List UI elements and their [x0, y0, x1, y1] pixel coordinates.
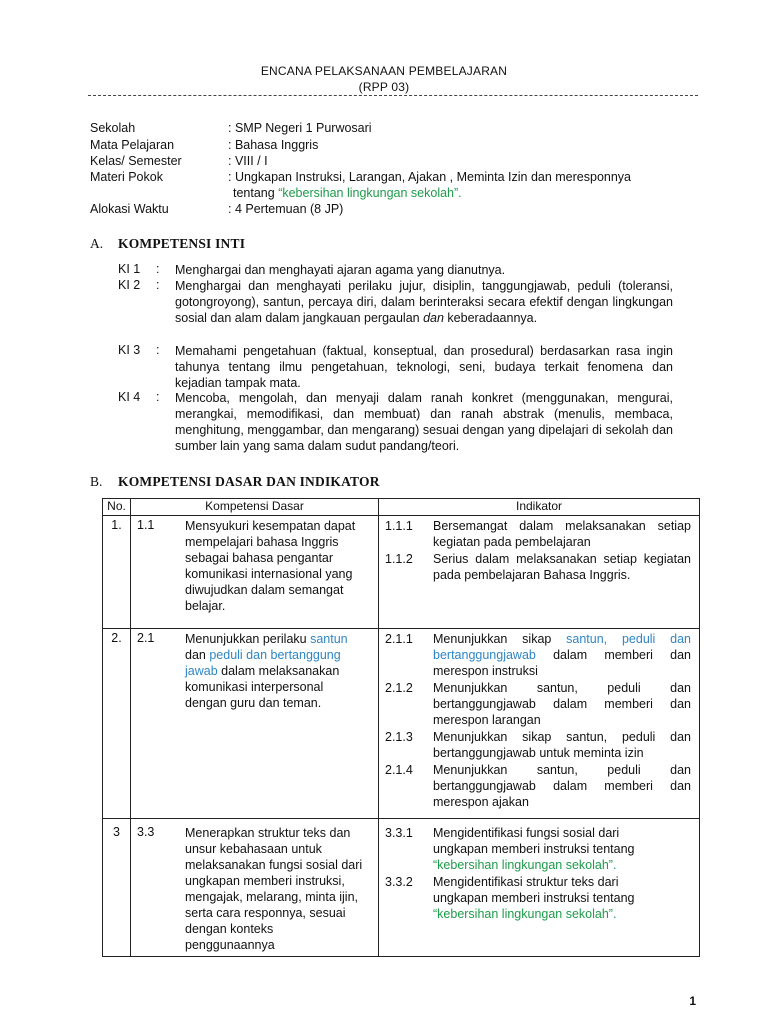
sekolah-value: : SMP Negeri 1 Purwosari	[228, 121, 372, 135]
indicator-item	[379, 631, 699, 679]
kd-text: Mensyukuri kesempatan dapat mempelajari bahasa Inggris sebagai bahasa pengantar komunikasi internasional yang diwujudkan dalam semangat belajar.	[185, 519, 356, 613]
mapel-label: Mata Pelajaran	[90, 138, 175, 152]
indicator-code: 2.1.1	[385, 632, 413, 646]
document-title: ENCANA PELAKSANAAN PEMBELAJARAN	[260, 64, 508, 78]
ki3-text: Memahami pengetahuan (faktual, konseptual, dan prosedural) berdasarkan rasa ingin tahunya tentang ilmu pengetahuan, teknologi, seni, budaya terkait fenomena dan kejadian tampak mata.	[175, 344, 673, 390]
indicator-item	[379, 518, 699, 550]
kd-cell	[131, 819, 379, 957]
indicator-text-part: dalam memberi dan merespon instruksi	[433, 648, 691, 678]
kd-text	[185, 629, 365, 711]
indicator-item	[379, 729, 699, 761]
kd-text-part: Menunjukkan perilaku	[185, 632, 311, 646]
ki2-code: KI 2	[118, 278, 141, 292]
alokasi-label: Alokasi Waktu	[90, 202, 169, 216]
kd-code: 3.3	[137, 825, 155, 839]
table-row	[103, 819, 700, 957]
indicator-text	[433, 874, 681, 922]
ki2-text-italic: dan	[423, 311, 444, 325]
table-header-row	[103, 499, 700, 516]
materi-topic: “kebersihan lingkungan sekolah”.	[278, 186, 462, 200]
indicator-item	[379, 680, 699, 728]
col-header-no: No.	[103, 499, 131, 516]
ki2-text-main: Menghargai dan menghayati perilaku jujur, disiplin, tanggungjawab, peduli (toleransi, gotongroyong), santun, percaya diri, dalam berinteraksi secara efektif dengan lingkungan sosial dan alam dalam jangkauan pergaulan	[175, 279, 673, 325]
indicator-text-highlight: santun, peduli dan bertanggungjawab	[433, 632, 691, 662]
indicator-text-highlight: “kebersihan lingkungan sekolah”.	[433, 907, 617, 921]
indicator-text: Menunjukkan sikap santun, peduli dan bertanggungjawab untuk meminta izin	[433, 730, 691, 760]
ki1-text: Menghargai dan menghayati ajaran agama yang dianutnya.	[175, 263, 506, 277]
kd-cell	[131, 516, 379, 629]
indicator-text	[433, 631, 699, 679]
ki2-text	[175, 278, 673, 326]
section-a-title: KOMPETENSI INTI	[118, 236, 246, 251]
row-no: 3	[103, 819, 131, 957]
kd-code: 1.1	[137, 518, 155, 532]
indicator-item	[379, 825, 699, 873]
indicator-text-part: Mengidentifikasi fungsi sosial dari ungkapan memberi instruksi tentang	[433, 826, 635, 856]
indicator-code: 3.3.2	[385, 875, 413, 889]
section-b-letter: B.	[90, 474, 103, 489]
row-no: 2.	[103, 629, 131, 819]
indicator-text: Bersemangat dalam melaksanakan setiap kegiatan pada pembelajaran	[433, 519, 691, 549]
materi-value-line2	[233, 186, 462, 200]
ki3-code: KI 3	[118, 343, 141, 357]
ki4-colon: :	[156, 390, 160, 404]
indicator-code: 1.1.2	[385, 552, 413, 566]
indicator-text-part: Menunjukkan sikap	[433, 632, 567, 646]
ki2-text-end: keberadaannya.	[443, 311, 538, 325]
col-header-indikator: Indikator	[379, 499, 700, 516]
kd-cell	[131, 629, 379, 819]
materi-value: : Ungkapan Instruksi, Larangan, Ajakan , Meminta Izin dan meresponnya	[228, 170, 632, 184]
dashed-divider	[88, 95, 698, 96]
alokasi-value: : 4 Pertemuan (8 JP)	[228, 202, 344, 216]
kd-text-highlight: peduli dan bertanggung jawab	[185, 648, 341, 678]
ki2-colon: :	[156, 278, 160, 292]
indicator-item	[379, 551, 699, 583]
kelas-label: Kelas/ Semester	[90, 154, 182, 168]
kd-code: 2.1	[137, 631, 155, 645]
col-header-kd: Kompetensi Dasar	[131, 499, 379, 516]
materi-label: Materi Pokok	[90, 170, 163, 184]
kd-table	[102, 498, 700, 957]
section-a-letter: A.	[90, 236, 104, 251]
indikator-cell	[379, 629, 700, 819]
indicator-code: 2.1.2	[385, 681, 413, 695]
indicator-item	[379, 874, 699, 922]
materi-tentang: tentang	[233, 186, 279, 200]
ki3-colon: :	[156, 343, 160, 357]
indicator-code: 2.1.4	[385, 763, 413, 777]
indicator-text: Menunjukkan santun, peduli dan bertanggungjawab dalam memberi dan merespon larangan	[433, 681, 691, 727]
row-no: 1.	[103, 516, 131, 629]
indicator-code: 3.3.1	[385, 826, 413, 840]
indicator-text	[433, 825, 681, 873]
mapel-value: : Bahasa Inggris	[228, 138, 319, 152]
indikator-cell	[379, 516, 700, 629]
ki4-text: Mencoba, mengolah, dan menyaji dalam ranah konkret (menggunakan, mengurai, merangkai, memodifikasi, dan membuat) dan ranah abstrak (menulis, membaca, menghitung, menggambar, dan mengarang) sesuai dengan yang dipelajari di sekolah dan sumber lain yang sama dalam sudut pandang/teori.	[175, 391, 673, 453]
table-row	[103, 629, 700, 819]
indicator-code: 1.1.1	[385, 519, 413, 533]
kd-text-part: dan	[185, 648, 210, 662]
ki1-code: KI 1	[118, 262, 141, 276]
indicator-code: 2.1.3	[385, 730, 413, 744]
indicator-text-part: Mengidentifikasi struktur teks dari ungkapan memberi instruksi tentang	[433, 875, 635, 905]
page-number: 1	[689, 994, 696, 1008]
indicator-text: Menunjukkan santun, peduli dan bertanggungjawab dalam memberi dan merespon ajakan	[433, 763, 691, 809]
kd-text: Menerapkan struktur teks dan unsur kebahasaan untuk melaksanakan fungsi sosial dari ungkapan memberi instruksi, mengajak, melarang, minta ijin, serta cara responnya, sesuai dengan konteks penggunaannya	[185, 826, 363, 952]
sekolah-label: Sekolah	[90, 121, 136, 135]
section-b-title: KOMPETENSI DASAR DAN INDIKATOR	[118, 474, 380, 489]
ki4-code: KI 4	[118, 390, 141, 404]
indicator-text-highlight: “kebersihan lingkungan sekolah”.	[433, 858, 617, 872]
document-subtitle: (RPP 03)	[358, 80, 410, 94]
ki1-colon: :	[156, 262, 160, 276]
kelas-value: : VIII / I	[228, 154, 268, 168]
kd-text-part: dalam melaksanakan komunikasi interpersonal dengan guru dan teman.	[185, 664, 340, 710]
indicator-item	[379, 762, 699, 810]
kd-text-highlight: santun	[310, 632, 348, 646]
table-row	[103, 516, 700, 629]
indikator-cell	[379, 819, 700, 957]
indicator-text: Serius dalam melaksanakan setiap kegiatan pada pembelajaran Bahasa Inggris.	[433, 552, 691, 582]
